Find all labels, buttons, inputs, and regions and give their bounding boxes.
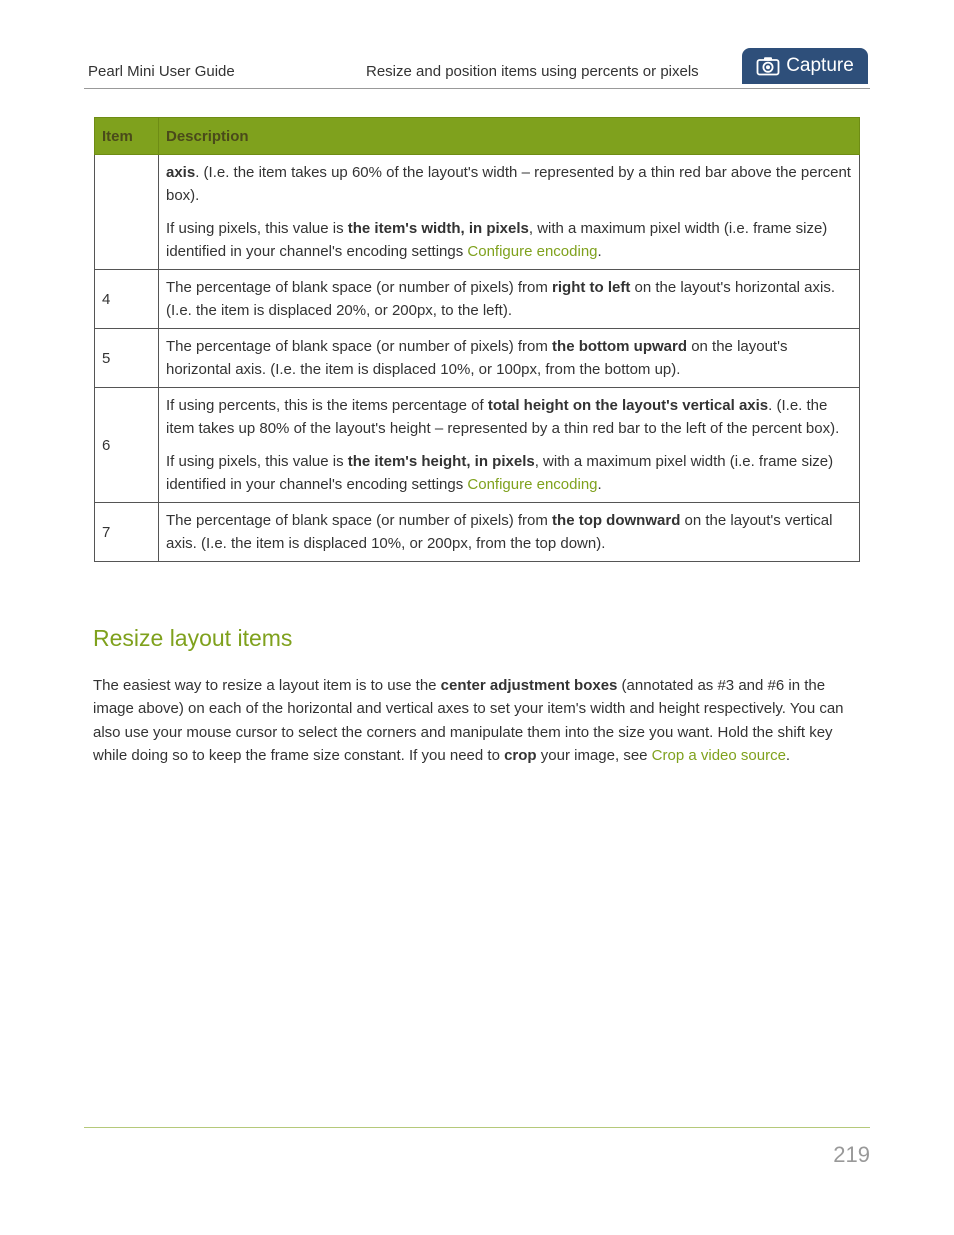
description-cell xyxy=(159,155,860,270)
bold-text: crop xyxy=(504,747,537,765)
footer-divider xyxy=(84,1127,870,1128)
text-run: your image, see xyxy=(536,747,652,765)
description-cell xyxy=(159,503,860,562)
column-header-item: Item xyxy=(95,118,159,155)
description-paragraph xyxy=(166,161,852,207)
text-run: . (I.e. the item takes up 80% of the layout's height – represented by a thin red bar to the left of the percent box). xyxy=(166,397,840,437)
description-paragraph xyxy=(166,394,852,440)
bold-text: the bottom upward xyxy=(552,338,688,355)
bold-text: the item's height, in pixels xyxy=(347,453,535,470)
text-run: The percentage of blank space (or number of pixels) from xyxy=(166,512,553,529)
text-run: If using pixels, this value is xyxy=(166,220,348,237)
capture-label: Capture xyxy=(786,55,854,76)
guide-title: Pearl Mini User Guide xyxy=(88,63,235,80)
item-number-cell: 5 xyxy=(95,329,159,388)
text-run: The easiest way to resize a layout item is to use the xyxy=(93,677,441,694)
bold-text: the top downward xyxy=(552,512,681,529)
text-run: . xyxy=(597,476,602,493)
page-number: 219 xyxy=(833,1142,870,1167)
cross-reference-link[interactable]: Configure encoding xyxy=(467,243,598,260)
item-description-table xyxy=(94,117,860,562)
description-paragraph xyxy=(166,276,852,322)
item-number-cell xyxy=(95,155,159,270)
section-paragraph xyxy=(93,674,863,768)
text-run: on the layout's horizontal axis. (I.e. the item is displaced 10%, or 100px, from the bottom up). xyxy=(166,338,788,378)
text-run: The percentage of blank space (or number of pixels) from xyxy=(166,338,553,355)
text-run: . xyxy=(785,747,791,765)
bold-text: the item's width, in pixels xyxy=(347,220,529,237)
text-run: on the layout's horizontal axis. (I.e. the item is displaced 20%, or 200px, to the left). xyxy=(166,279,836,319)
text-run: on the layout's vertical axis. (I.e. the item is displaced 10%, or 200px, from the top down). xyxy=(166,512,833,552)
item-number-cell: 7 xyxy=(95,503,159,562)
text-run: , with a maximum pixel width (i.e. frame size) identified in your channel's encoding settings xyxy=(166,453,834,493)
text-run: . (I.e. the item takes up 60% of the layout's width – represented by a thin red bar above the percent box). xyxy=(166,164,851,204)
bold-text: axis xyxy=(166,164,196,181)
bold-text: right to left xyxy=(552,279,631,296)
text-run: (annotated as #3 and #6 in the image above) on each of the horizontal and vertical axes to set your item's width and height respectively. You can also use your mouse cursor to select the corners and manipulate them into the size you want. Hold the shift key while doing so to keep the frame size constant. If you need to xyxy=(93,677,844,765)
bold-text: center adjustment boxes xyxy=(440,677,618,694)
description-paragraph xyxy=(166,509,852,555)
table-header-row xyxy=(95,118,860,155)
table-row xyxy=(95,503,860,562)
description-cell xyxy=(159,270,860,329)
item-number-cell: 4 xyxy=(95,270,159,329)
table-row xyxy=(95,329,860,388)
item-number-cell: 6 xyxy=(95,388,159,503)
description-paragraph xyxy=(166,217,852,263)
page-header xyxy=(84,48,870,89)
text-run: The percentage of blank space (or number of pixels) from xyxy=(166,279,553,296)
text-run: If using percents, this is the items percentage of xyxy=(166,397,488,414)
table-row xyxy=(95,270,860,329)
cross-reference-link[interactable]: Crop a video source xyxy=(651,747,786,765)
description-paragraph xyxy=(166,335,852,381)
bold-text: total height on the layout's vertical axis xyxy=(487,397,769,414)
description-paragraph xyxy=(166,450,852,496)
table-row xyxy=(95,388,860,503)
camera-icon xyxy=(756,56,780,76)
chapter-section-title: Resize and position items using percents or pixels xyxy=(366,63,699,80)
text-run: If using pixels, this value is xyxy=(166,453,348,470)
cross-reference-link[interactable]: Configure encoding xyxy=(467,476,598,493)
section-heading: Resize layout items xyxy=(93,625,293,651)
description-cell xyxy=(159,388,860,503)
text-run: , with a maximum pixel width (i.e. frame size) identified in your channel's encoding settings xyxy=(166,220,828,260)
table-row xyxy=(95,155,860,270)
capture-brand-tab xyxy=(742,48,868,84)
text-run: . xyxy=(597,243,602,260)
description-cell xyxy=(159,329,860,388)
column-header-description: Description xyxy=(159,118,860,155)
